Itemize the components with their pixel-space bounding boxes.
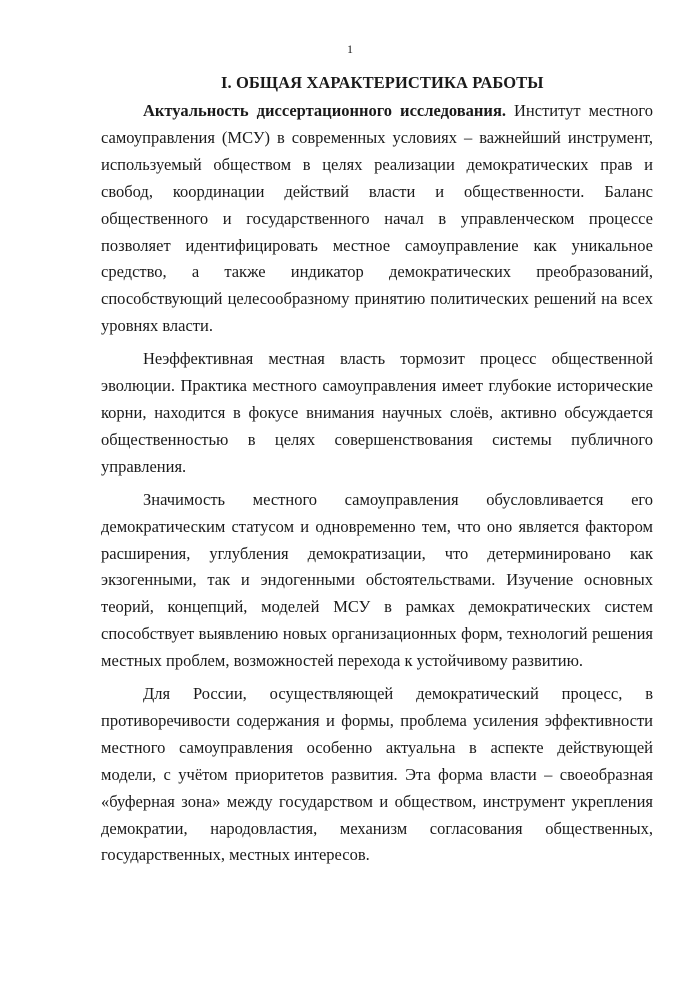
paragraph-inefficiency: Неэффективная местная власть тормозит процесс общественной эволюции. Практика местного самоуправления имеет глубокие исторические корни, находится в фокусе внимания научных слоёв, активно обсуждается общественностью в целях совершенствования системы публичного управления. [101, 349, 653, 476]
paragraph-russia: Для России, осуществляющей демократический процесс, в противоречивости содержания и формы, проблема усиления эффективности местного самоуправления особенно актуальна в аспекте действующей модели, с учётом приоритетов развития. Эта форма власти – своеобразная «буферная зона» между государством и обществом, инструмент укрепления демократии, народовластия, механизм согласования общественных, государственных, местных интересов. [101, 684, 653, 865]
paragraph-lead: Актуальность диссертационного исследования. [143, 101, 506, 120]
section-heading: I. ОБЩАЯ ХАРАКТЕРИСТИКА РАБОТЫ [221, 73, 544, 92]
paragraph-relevance [101, 98, 653, 340]
document-body [101, 72, 653, 869]
paragraph-significance: Значимость местного самоуправления обусловливается его демократическим статусом и одновременно тем, что оно является фактором расширения, углубления демократизации, что детерминировано как экзогенными, так и эндогенными обстоятельствами. Изучение основных теорий, концепций, моделей МСУ в рамках демократических систем способствует выявлению новых организационных форм, технологий решения местных проблем, возможностей перехода к устойчивому развитию. [101, 489, 653, 671]
paragraph-text: Институт местного самоуправления (МСУ) в современных условиях – важнейший инструмент, используемый обществом в целях реализации демократических прав и свобод, координации действий власти и общественности. Баланс общественного и государственного начал в управленческом процессе позволяет идентифицировать местное самоуправление как уникальное средство, а также индикатор демократических преобразований, способствующий целесообразному принятию политических решений на всех уровнях власти. [101, 101, 653, 336]
page-number: 1 [347, 42, 353, 56]
